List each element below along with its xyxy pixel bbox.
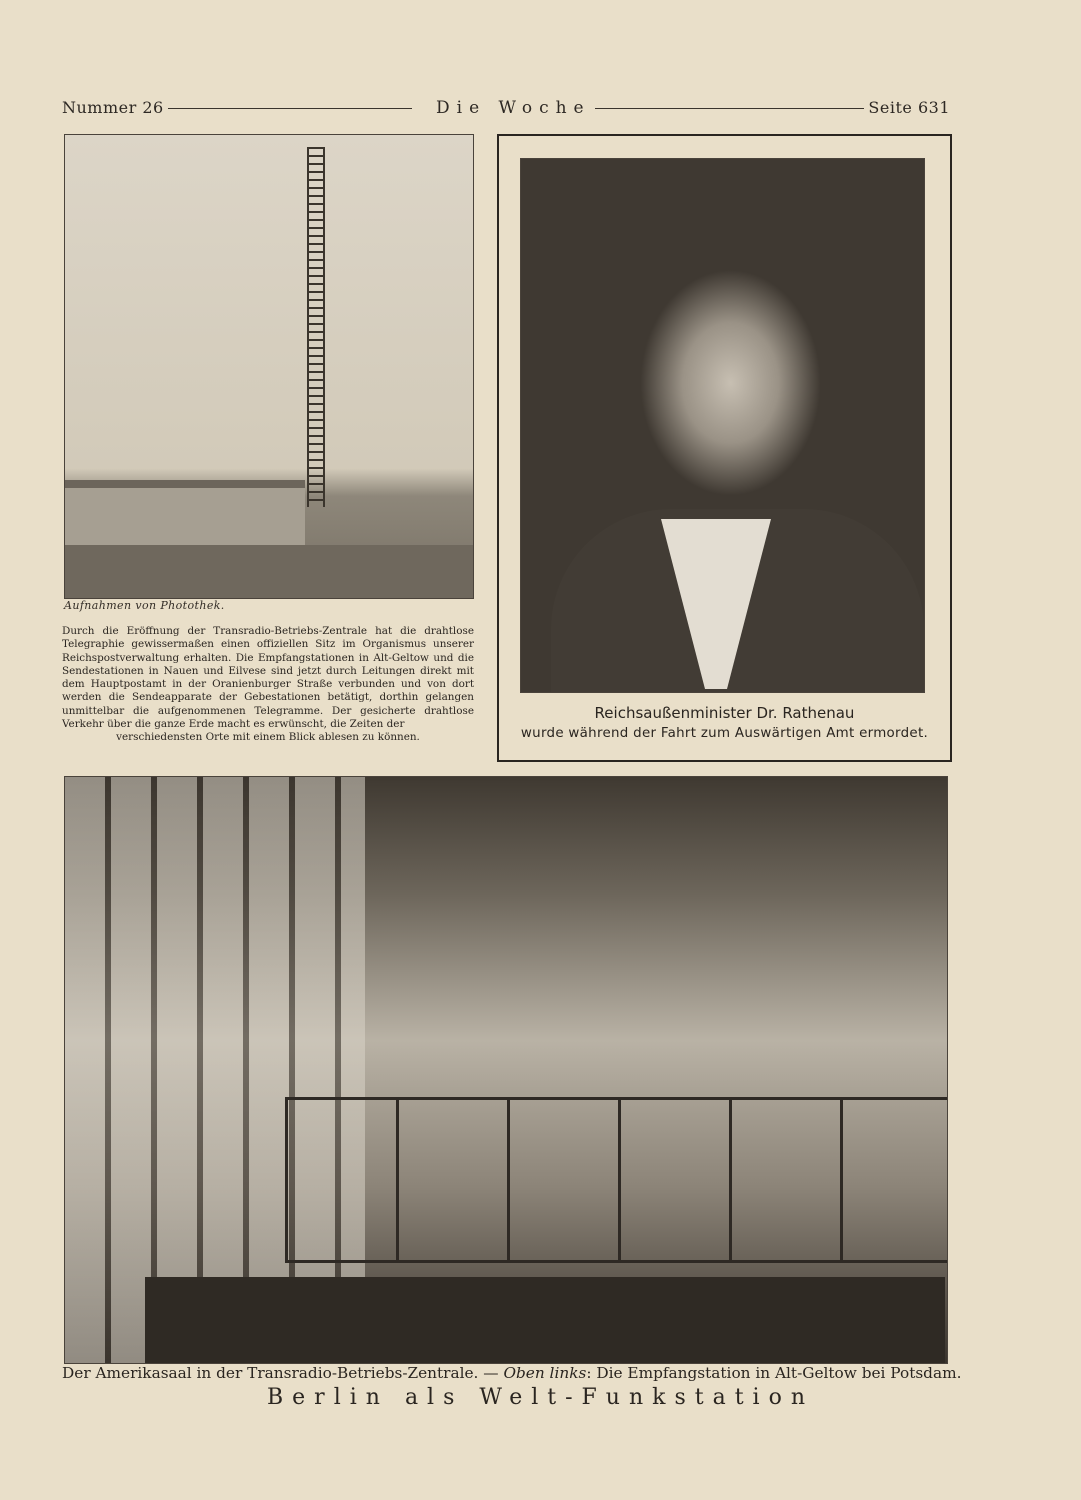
page-headline: Berlin als Welt-Funkstation (267, 1385, 814, 1410)
caption-part-2: : Die Empfangstation in Alt-Geltow bei Potsdam. (586, 1364, 962, 1382)
ground (65, 545, 473, 598)
photo-credit: Aufnahmen von Photothek. (64, 599, 225, 612)
glass-cases (285, 1097, 948, 1263)
portrait-caption-title: Reichsaußenminister Dr. Rathenau (594, 704, 855, 722)
rathenau-portrait-photo (520, 158, 925, 693)
bottom-photo-caption (62, 1364, 962, 1382)
article-body: Durch die Eröffnung der Transradio-Betriebs-Zentrale hat die drahtlose Telegraphie gewissermaßen einen offiziellen Sitz im Organismus unserer Reichspostverwaltung erhalten. Die Empfangstationen in Alt-Geltow und die Sendestationen in Nauen und Eilvese sind jetzt durch Leitungen direkt mit dem Hauptpostamt in der Oranienburger Straße verbunden und von dort werden die Sendeapparate der Gebestationen betätigt, dorthin gelangen unmittelbar die aufgenommenen Telegramme. Der gesicherte drahtlose Verkehr über die ganze Erde macht es erwünscht, die Zeiten der (62, 625, 474, 731)
caption-italic: Oben links (503, 1364, 587, 1382)
header-rule-left (152, 108, 412, 109)
page-number: Seite 631 (864, 98, 954, 117)
amerikasaal-photo (64, 776, 948, 1364)
header-rule-right (587, 108, 872, 109)
page-header (62, 98, 950, 120)
radio-tower-photo (64, 134, 474, 599)
issue-number: Nummer 26 (58, 98, 168, 117)
magazine-title: Die Woche (432, 98, 595, 118)
caption-part-1: Der Amerikasaal in der Transradio-Betriebs-Zentrale. — (62, 1364, 504, 1382)
antenna-mast (307, 147, 325, 507)
article-last-line: verschiedensten Orte mit einem Blick ablesen zu können. (116, 731, 420, 744)
hall-windows (65, 777, 365, 1363)
portrait-caption-subtitle: wurde während der Fahrt zum Auswärtigen Amt ermordet. (520, 726, 929, 741)
operator-desk (145, 1277, 945, 1363)
article-text (62, 625, 474, 745)
